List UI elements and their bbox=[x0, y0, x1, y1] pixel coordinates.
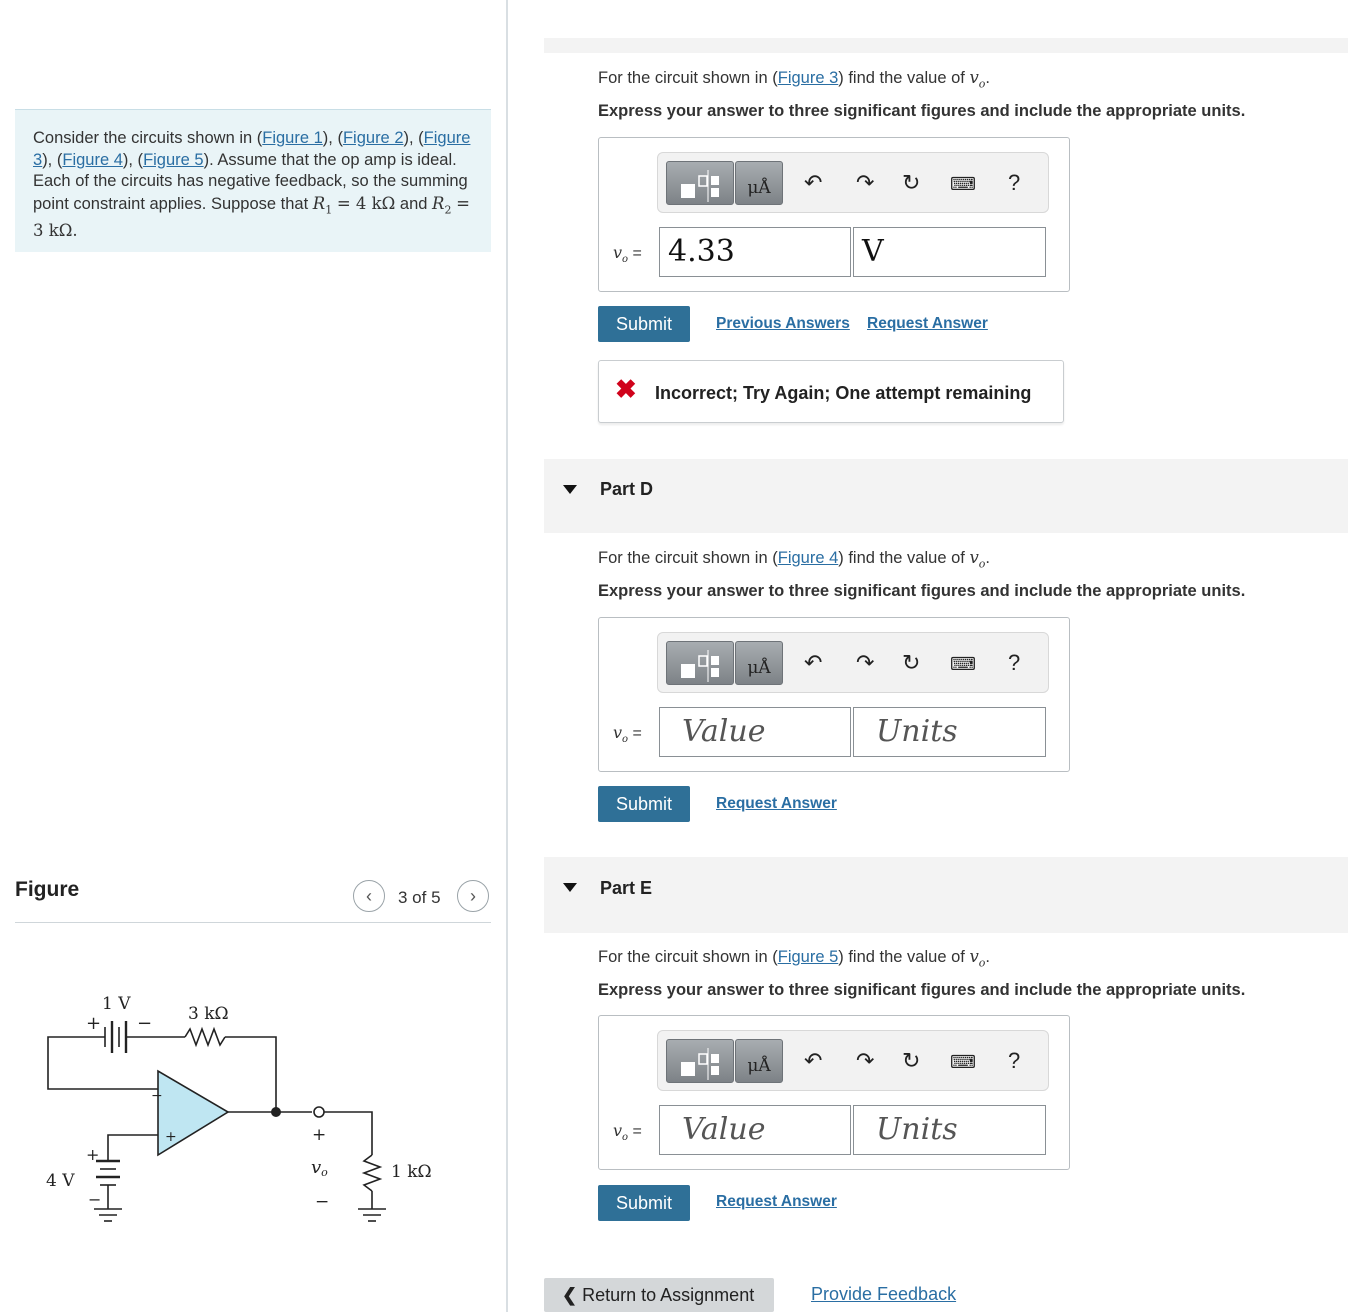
part-e-request-answer-link[interactable]: Request Answer bbox=[716, 1193, 837, 1210]
figure-5-link[interactable]: Figure 5 bbox=[143, 150, 204, 169]
part-c-submit-button[interactable]: Submit bbox=[598, 306, 690, 342]
feedback-message bbox=[598, 360, 1064, 423]
part-e-instruction: Express your answer to three significant figures and include the appropriate units. bbox=[598, 981, 1246, 999]
part-c-figure-link[interactable]: Figure 3 bbox=[777, 69, 839, 87]
intro-text: Consider the circuits shown in ( bbox=[33, 129, 263, 147]
r1-value: = 4 kΩ bbox=[336, 193, 396, 213]
chevron-left-icon: ❮ bbox=[562, 1285, 578, 1305]
part-d-request-answer-link[interactable]: Request Answer bbox=[716, 795, 837, 812]
templates-button[interactable] bbox=[666, 161, 734, 205]
undo-icon[interactable]: ↶ bbox=[804, 650, 823, 675]
resistor-3k-label: 3 kΩ bbox=[188, 1004, 229, 1024]
intro-text: ). Assume that the op amp is ideal. Each of the circuits has negative feedback, so the summing point constraint applies. Suppose that bbox=[33, 150, 468, 213]
figure-1-link[interactable]: Figure 1 bbox=[262, 129, 323, 147]
part-c-toolbar bbox=[657, 152, 1049, 213]
reset-icon[interactable]: ↻ bbox=[902, 1048, 921, 1073]
circuit-diagram bbox=[30, 985, 450, 1245]
part-e-submit-button[interactable]: Submit bbox=[598, 1185, 690, 1221]
part-e-figure-link[interactable]: Figure 5 bbox=[777, 948, 839, 966]
resistor-3k bbox=[185, 1029, 225, 1045]
problem-intro bbox=[15, 109, 491, 252]
keyboard-icon[interactable]: ⌨ bbox=[950, 1052, 976, 1072]
vo-label: vo bbox=[311, 1157, 328, 1179]
r2-symbol: $R_2$ bbox=[432, 193, 452, 216]
help-button[interactable]: ? bbox=[1008, 1048, 1021, 1073]
prev-figure-button[interactable] bbox=[353, 880, 385, 912]
figure-divider bbox=[15, 922, 491, 923]
part-c-vo-label: $v_o$ = bbox=[613, 243, 642, 266]
left-pane bbox=[0, 0, 508, 1312]
battery-minus-label: − bbox=[137, 1013, 153, 1034]
part-c-question: For the circuit shown in (Figure 3) find the value of $v_o$. bbox=[598, 68, 990, 91]
figure-2-link[interactable]: Figure 2 bbox=[342, 129, 404, 147]
units-button[interactable]: μÅ bbox=[735, 1039, 783, 1083]
redo-icon[interactable]: ↷ bbox=[856, 1048, 875, 1073]
svg-text:+: + bbox=[86, 1145, 100, 1164]
chevron-right-icon: › bbox=[470, 885, 476, 906]
part-c-answer-box bbox=[598, 137, 1070, 292]
return-label: Return to Assignment bbox=[582, 1285, 755, 1305]
part-e-vo-label: $v_o$ = bbox=[613, 1121, 642, 1144]
battery-1v-label: 1 V bbox=[102, 994, 131, 1014]
svg-text:−: − bbox=[88, 1190, 102, 1209]
units-button[interactable]: μÅ bbox=[735, 641, 783, 685]
undo-icon[interactable]: ↶ bbox=[804, 1048, 823, 1073]
part-d-toolbar bbox=[657, 632, 1049, 693]
feedback-text: Incorrect; Try Again; One attempt remaining bbox=[655, 383, 1032, 403]
intro-text: ), ( bbox=[42, 150, 63, 169]
template-icon bbox=[667, 642, 735, 686]
units-button[interactable]: μÅ bbox=[735, 161, 783, 205]
r1-symbol: $R_1$ bbox=[312, 193, 333, 216]
intro-text: ), ( bbox=[322, 129, 343, 147]
part-d-vo-label: $v_o$ = bbox=[613, 723, 642, 746]
battery-plus-label: + bbox=[86, 1013, 102, 1034]
svg-text:+: + bbox=[312, 1125, 327, 1145]
part-e-units-input[interactable]: Units bbox=[853, 1105, 1046, 1155]
previous-answers-link[interactable]: Previous Answers bbox=[716, 315, 850, 332]
templates-button[interactable] bbox=[666, 1039, 734, 1083]
part-d-instruction: Express your answer to three significant figures and include the appropriate units. bbox=[598, 582, 1246, 600]
keyboard-icon[interactable]: ⌨ bbox=[950, 654, 976, 674]
undo-icon[interactable]: ↶ bbox=[804, 170, 823, 195]
reset-icon[interactable]: ↻ bbox=[902, 170, 921, 195]
part-c-instruction: Express your answer to three significant figures and include the appropriate units. bbox=[598, 102, 1246, 120]
help-button[interactable]: ? bbox=[1008, 170, 1021, 195]
figure-title: Figure bbox=[15, 878, 80, 901]
caret-down-icon bbox=[563, 485, 577, 494]
next-figure-button[interactable] bbox=[457, 880, 489, 912]
part-d-units-input[interactable]: Units bbox=[853, 707, 1046, 757]
svg-text:−: − bbox=[315, 1192, 330, 1212]
part-c-request-answer-link[interactable]: Request Answer bbox=[867, 315, 988, 332]
part-e-title: Part E bbox=[600, 878, 653, 898]
resistor-1k bbox=[364, 1155, 380, 1191]
template-icon bbox=[667, 1040, 735, 1084]
part-d-value-input[interactable]: Value bbox=[659, 707, 851, 757]
source-4v-label: 4 V bbox=[46, 1171, 75, 1191]
figure-3-link[interactable]: Figure 3 bbox=[33, 129, 471, 169]
svg-text:+: + bbox=[165, 1129, 177, 1145]
help-button[interactable]: ? bbox=[1008, 650, 1021, 675]
figure-counter: 3 of 5 bbox=[398, 888, 441, 907]
svg-text:−: − bbox=[151, 1088, 163, 1104]
part-d-answer-box bbox=[598, 617, 1070, 772]
wire bbox=[48, 1037, 105, 1075]
part-c-units-input[interactable]: V bbox=[853, 227, 1046, 277]
return-to-assignment-button[interactable] bbox=[544, 1278, 774, 1312]
caret-down-icon bbox=[563, 883, 577, 892]
intro-text: and bbox=[399, 194, 428, 213]
redo-icon[interactable]: ↷ bbox=[856, 170, 875, 195]
figure-4-link[interactable]: Figure 4 bbox=[62, 150, 123, 169]
part-e-question: For the circuit shown in (Figure 5) find the value of $v_o$. bbox=[598, 947, 990, 970]
templates-button[interactable] bbox=[666, 641, 734, 685]
part-d-title: Part D bbox=[600, 479, 654, 499]
provide-feedback-link[interactable]: Provide Feedback bbox=[811, 1284, 957, 1304]
part-e-header[interactable] bbox=[544, 857, 1348, 933]
part-d-submit-button[interactable]: Submit bbox=[598, 786, 690, 822]
part-e-answer-box bbox=[598, 1015, 1070, 1170]
part-d-header[interactable] bbox=[544, 459, 1348, 533]
reset-icon[interactable]: ↻ bbox=[902, 650, 921, 675]
part-c-header-band bbox=[544, 38, 1348, 53]
redo-icon[interactable]: ↷ bbox=[856, 650, 875, 675]
error-x-icon: ✖ bbox=[615, 374, 637, 404]
template-icon bbox=[667, 162, 735, 206]
part-d-question: For the circuit shown in (Figure 4) find the value of $v_o$. bbox=[598, 548, 990, 571]
r2-value: = 3 kΩ. bbox=[33, 193, 470, 241]
part-e-toolbar bbox=[657, 1030, 1049, 1091]
keyboard-icon[interactable]: ⌨ bbox=[950, 174, 976, 194]
intro-text: ), ( bbox=[122, 150, 144, 169]
part-e-value-input[interactable]: Value bbox=[659, 1105, 851, 1155]
load-1k-label: 1 kΩ bbox=[391, 1162, 432, 1182]
chevron-left-icon: ‹ bbox=[366, 885, 372, 906]
part-d-figure-link[interactable]: Figure 4 bbox=[777, 549, 839, 567]
part-c-value-input[interactable]: 4.33 bbox=[659, 227, 851, 277]
intro-text: ), ( bbox=[403, 129, 424, 147]
